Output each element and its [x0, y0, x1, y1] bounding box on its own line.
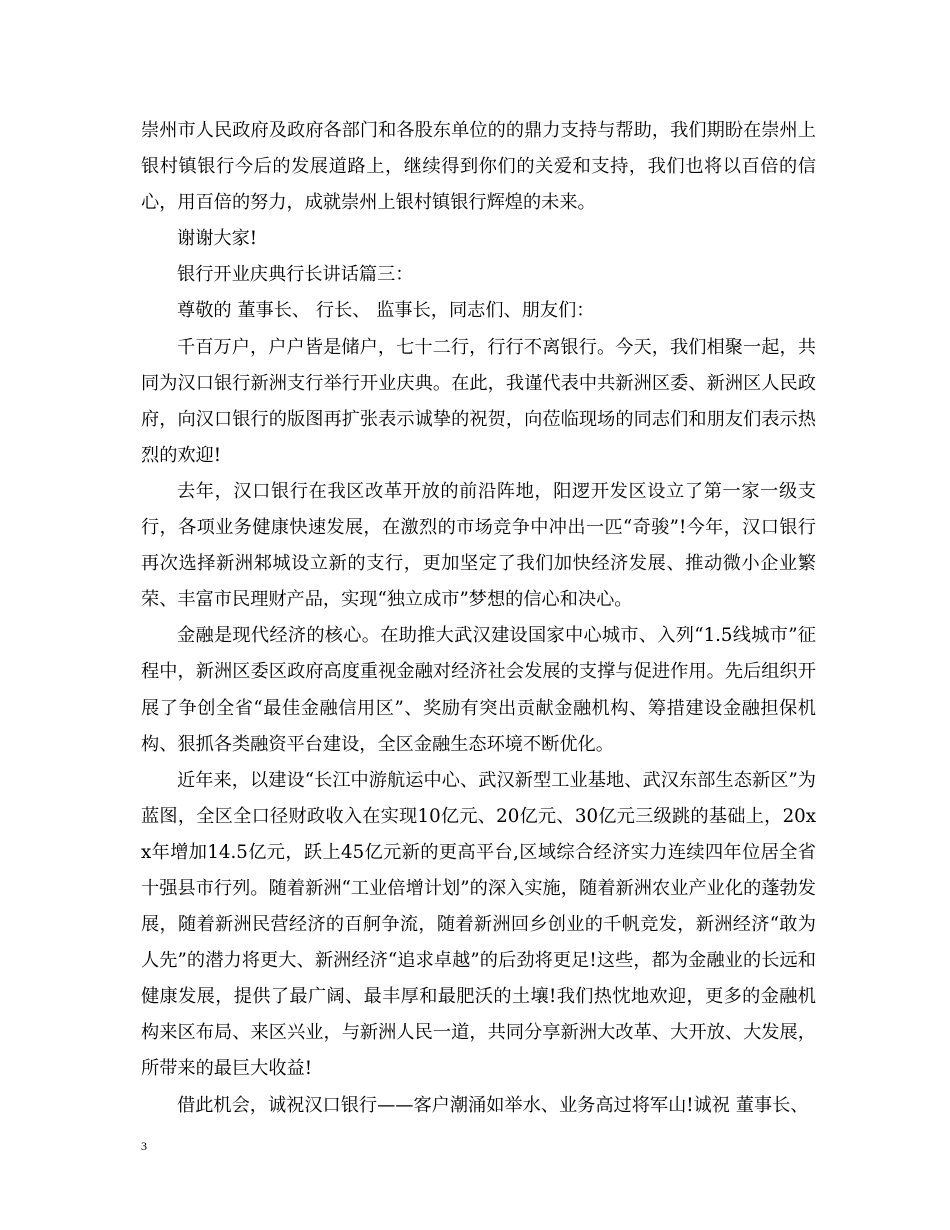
paragraph-5: 千百万户，户户皆是储户，七十二行，行行不离银行。今天，我们相聚一起，共同为汉口银行新洲支行举行开业庆典。在此，我谨代表中共新洲区委、新洲区人民政府，向汉口银行的版图再扩张表示诚挚的祝贺，向莅临现场的同志们和朋友们表示热烈的欢迎!: [141, 336, 816, 466]
paragraph-4-salutation: 尊敬的 董事长、 行长、 监事长，同志们、朋友们：: [177, 300, 595, 322]
paragraph-9: 借此机会，诚祝汉口银行——客户潮涌如举水、业务高过将军山!诚祝 董事长、: [177, 1094, 809, 1116]
paragraph-3-section-title: 银行开业庆典行长讲话篇三：: [177, 264, 414, 286]
paragraph-1: 崇州市人民政府及政府各部门和各股东单位的的鼎力支持与帮助，我们期盼在崇州上银村镇银行今后的发展道路上，继续得到你们的关爱和支持，我们也将以百倍的信心，用百倍的努力，成就崇州上银村镇银行辉煌的未来。: [141, 120, 816, 214]
paragraph-2: 谢谢大家!: [177, 228, 258, 250]
paragraph-6: 去年，汉口银行在我区改革开放的前沿阵地，阳逻开发区设立了第一家一级支行，各项业务健康快速发展，在激烈的市场竞争中冲出一匹“奇骏”!今年，汉口银行再次选择新洲邾城设立新的支行，更加坚定了我们加快经济发展、推动微小企业繁荣、丰富市民理财产品，实现“独立成市”梦想的信心和决心。: [141, 480, 816, 611]
paragraph-7: 金融是现代经济的核心。在助推大武汉建设国家中心城市、入列“1.5线城市”征程中，新洲区委区政府高度重视金融对经济社会发展的支撑与促进作用。先后组织开展了争创全省“最佳金融信用区”、奖励有突出贡献金融机构、筹措建设金融担保机构、狠抓各类融资平台建设，全区金融生态环境不断优化。: [141, 625, 816, 755]
document-body: [141, 113, 816, 1124]
paragraph-8: 近年来，以建设“长江中游航运中心、武汉新型工业基地、武汉东部生态新区”为蓝图，全区全口径财政收入在实现10亿元、20亿元、30亿元三级跳的基础上，20xx年增加14.5亿元，跃上45亿元新的更高平台,区域综合经济实力连续四年位居全省十强县市行列。随着新洲“工业倍增计划”的深入实施，随着新洲农业产业化的蓬勃发展，随着新洲民营经济的百舸争流，随着新洲回乡创业的千帆竞发，新洲经济“敢为人先”的潜力将更大、新洲经济“追求卓越”的后劲将更足!这些，都为金融业的长远和健康发展，提供了最广阔、最丰厚和最肥沃的土壤!我们热忱地欢迎，更多的金融机构来区布局、来区兴业，与新洲人民一道，共同分享新洲大改革、大开放、大发展，所带来的最巨大收益!: [141, 769, 816, 1080]
page-number: 3: [141, 1139, 147, 1153]
